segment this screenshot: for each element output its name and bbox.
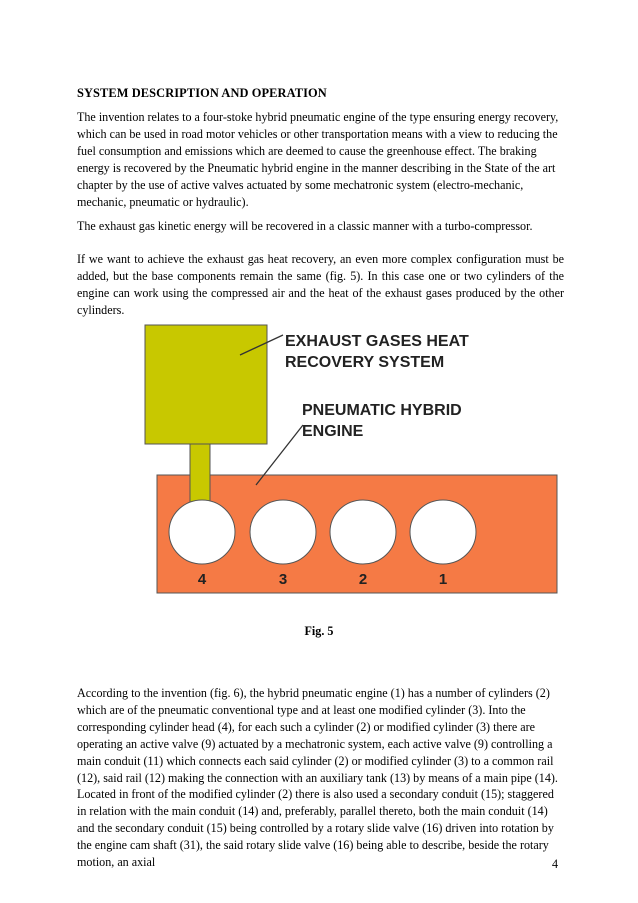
figure-caption: Fig. 5 (304, 624, 334, 638)
cylinder-4-label: 4 (197, 571, 207, 588)
page-number: 4 (552, 857, 559, 871)
cylinder-1 (410, 500, 476, 564)
paragraph-intro: The invention relates to a four-stoke hybrid pneumatic engine of the type ensuring energy recovery, which can be used in road motor vehicles or other transportation means with a view to reducing the fuel consumption and emissions which are deemed to cause the greenhouse effect. The braking energy is recovered by the Pneumatic hybrid engine in the manner describing in the State of the art chapter by the use of active valves actuated by some mechatronic system (electro-mechanic, mechanic, pneumatic or hydraulic). (77, 110, 559, 209)
heat-recovery-label-line2: RECOVERY SYSTEM (285, 354, 445, 371)
heat-recovery-label-line1: EXHAUST GASES HEAT (285, 333, 469, 350)
cylinder-1-label: 1 (438, 571, 448, 588)
cylinder-2-label: 2 (358, 571, 368, 588)
cylinder-3 (250, 500, 316, 564)
figure-5 (130, 322, 565, 598)
paragraph-heat-recovery: If we want to achieve the exhaust gas heat recovery, an even more complex configuration must be added, but the base components remain the same (fig. 5). In this case one or two cylinders of the engine can work using the compressed air and the heat of the exhaust gases produced by the other cylinders. (77, 252, 564, 317)
heat-recovery-box (145, 325, 267, 444)
engine-label-line2: ENGINE (302, 423, 364, 440)
cylinder-2 (330, 500, 396, 564)
section-heading: SYSTEM DESCRIPTION AND OPERATION (77, 86, 327, 100)
cylinder-3-label: 3 (278, 571, 288, 588)
engine-label-line1: PNEUMATIC HYBRID (302, 402, 462, 419)
cylinder-4 (169, 500, 235, 564)
paragraph-turbo: The exhaust gas kinetic energy will be recovered in a classic manner with a turbo-compressor. (77, 219, 533, 233)
exhaust-pipe (190, 444, 210, 506)
paragraph-invention-description: According to the invention (fig. 6), the hybrid pneumatic engine (1) has a number of cylinders (2) which are of the pneumatic conventional type and at least one modified cylinder (3). Into the corresponding cylinder head (4), for each such a cylinder (2) or modified cylinder (3) there are operating an active valve (9) actuated by a mechatronic system, each active valve (9) controlling a main conduit (11) which connects each said cylinder (2) or modified cylinder (3) to a common rail (12), said rail (12) making the connection with an auxiliary tank (13) by means of a main pipe (14). Located in front of the modified cylinder (2) there is also used a secondary conduit (15); staggered in relation with the main conduit (14) and, preferably, parallel thereto, both the main conduit (14) and the secondary conduit (15) being controlled by a rotary slide valve (16) driven into rotation by the engine cam shaft (31), the said rotary slide valve (16) being able to describe, beside the rotary motion, an axial (77, 686, 558, 870)
